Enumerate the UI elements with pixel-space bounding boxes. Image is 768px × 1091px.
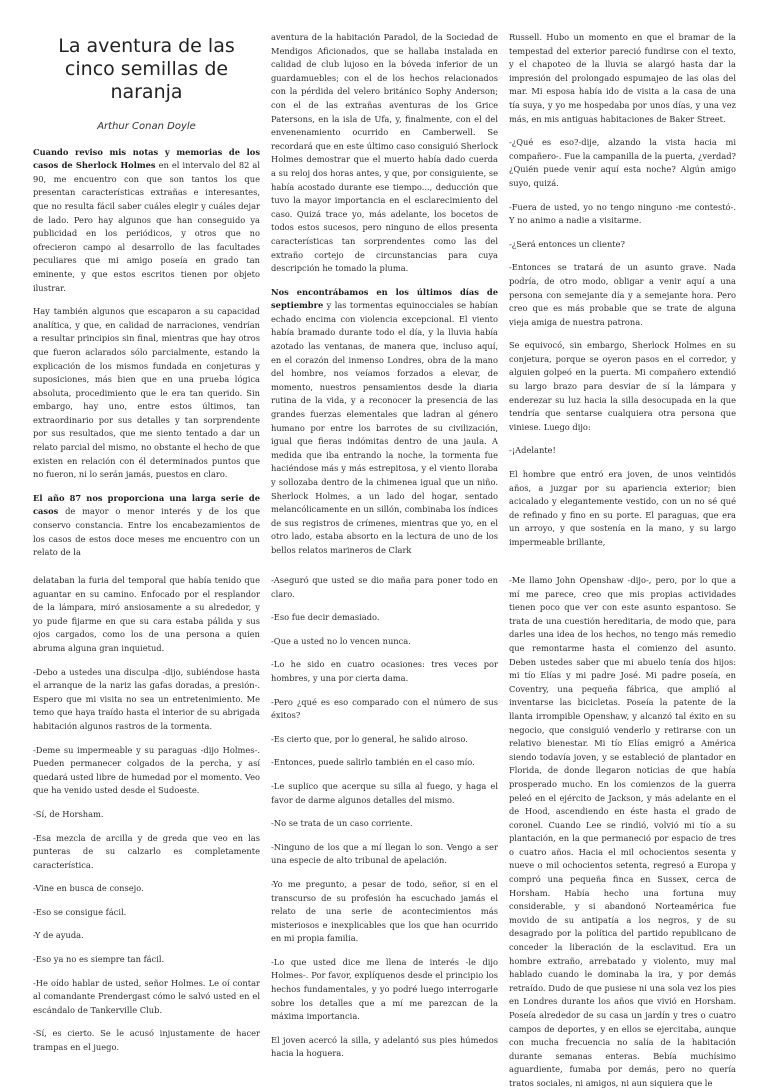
top-column-1 <box>33 31 260 558</box>
paragraph: El hombre que entró era joven, de unos veintidós años, a juzgar por su apariencia exterior; bien acicalado y elegantemente vestido, con un no sé qué de refinado y fino en su porte. El paraguas, que era un arroyo, y que sostenía en la mano, y su largo impermeable brillante, <box>509 469 736 547</box>
paragraph: -Entonces, puede salirlo también en el caso mío. <box>271 757 475 768</box>
paragraph: El año 87 nos proporciona una larga serie de casos de mayor o menor interés y de los que conservo constancia. Entre los encabezamientos de los casos de estos doce meses me encuentro con un relato de la <box>33 492 260 558</box>
paragraph: -¿Será entonces un cliente? <box>509 238 625 249</box>
paragraph: Russell. Hubo un momento en que el bramar de la tempestad del exterior pareció fundirse con el texto, y el chapoteo de la lluvia se alargó hasta dar la impresión del prolongado espumajeo de las olas del mar. Mi esposa había ido de visita a la casa de una tía suya, y yo me hospedaba por unos días, y una vez más, en mis antiguas habitaciones de Baker Street. <box>509 32 736 124</box>
paragraph: -Es cierto que, por lo general, he salido airoso. <box>271 733 468 744</box>
paragraph: -Debo a ustedes una disculpa -dijo, subiéndose hasta el arranque de la nariz las gafas doradas, a presión-. Espero que mi visita no sea un entretenimiento. Me temo que haya traído hasta el interior de su abrigada habitación algunos rastros de la tormenta. <box>33 666 260 731</box>
paragraph: -Deme su impermeable y su paraguas -dijo Holmes-. Pueden permanecer colgados de la percha, y así quedará usted libre de humedad por el momento. Veo que ha venido usted desde el Sudoeste. <box>33 744 260 796</box>
paragraph: -Sí, es cierto. Se le acusó injustamente de hacer trampas en el juego. <box>33 1028 260 1053</box>
paragraph: -Lo que usted dice me llena de interés -le dijo Holmes-. Por favor, explíquenos desde el principio los hechos fundamentales, y yo podré luego interrogarle sobre los detalles que a mí me parezcan de la máxima importancia. <box>271 956 498 1022</box>
paragraph: -Lo he sido en cuatro ocasiones: tres veces por hombres, y una por cierta dama. <box>271 659 498 683</box>
bottom-column-1 <box>33 574 260 1053</box>
paragraph: -Fuera de usted, yo no tengo ninguno -me contestó-. Y no animo a nadie a visitarme. <box>509 201 736 226</box>
paragraph: Hay también algunos que escaparon a su capacidad analítica, y que, en calidad de narraciones, vendrían a resultar principios sin final, mientras que hay otros que fueron aclarados sólo parcialmente, estando la explicación de los mismos fundada en conjeturas y suposiciones, más bien que en una prueba lógica absoluta, procedimiento que le era tan querido. Sin embargo, hay uno, entre estos últimos, tan extraordinario por sus detalles y tan sorprendente por sus resultados, que me siento tentado a dar un relato parcial del mismo, no obstante el hecho de que existen en relación con él determinados puntos que no fueron, ni lo serán jamás, puestos en claro. <box>33 306 260 480</box>
paragraph: -Le suplico que acerque su silla al fuego, y haga el favor de darme algunos detalles del mismo. <box>271 780 498 805</box>
paragraph: -He oído hablar de usted, señor Holmes. Le oí contar al comandante Prendergast cómo le salvó usted en el escándalo de Tankerville Club. <box>33 977 260 1015</box>
paragraph: Nos encontrábamos en los últimos días de septiembre y las tormentas equinocciales se habían echado encima con violencia excepcional. El viento había bramado durante todo el día, y la lluvia había azotado las ventanas, de manera que, incluso aquí, en el corazón del inmenso Londres, obra de la mano del hombre, nos veíamos forzados a elevar, de momento, nuestros pensamientos desde la diaria rutina de la vida, y a reconocer la presencia de las grandes fuerzas elementales que ladran al género humano por entre los barrotes de su civilización, igual que fieras indómitas dentro de una jaula. A medida que iba entrando la noche, la tormenta fue haciéndose más y más estrepitosa, y el viento lloraba y sollozaba dentro de la chimenea igual que un niño. Sherlock Holmes, a un lado del hogar, sentado melancólicamente en un sillón, combinaba los índices de sus registros de crímenes, mientras que yo, en el otro lado, estaba absorto en la lectura de uno de los bellos relatos marineros de Clark <box>271 286 498 555</box>
paragraph: -Yo me pregunto, a pesar de todo, señor, si en el transcurso de su profesión ha escuchado jamás el relato de una serie de acontecimientos más misteriosos e inexplicables que los que han ocurrido en mi propia familia. <box>271 878 498 944</box>
paragraph: -Vine en busca de consejo. <box>33 883 144 894</box>
author-name: Arthur Conan Doyle <box>97 121 196 132</box>
bottom-column-3 <box>509 574 736 1088</box>
paragraph: -Eso se consigue fácil. <box>33 906 127 917</box>
paragraph: El joven acercó la silla, y adelantó sus pies húmedos hacia la hoguera. <box>271 1034 498 1059</box>
paragraph: aventura de la habitación Paradol, de la Sociedad de Mendigos Aficionados, que se hallaba instalada en calidad de club lujoso en la bóveda inferior de un guardamuebles; con el de los hechos relacionados con la pérdida del velero británico Sophy Anderson; con el de las extrañas aventuras de los Grice Patersons, en la isla de Ufa, y, finalmente, con el del envenenamiento ocurrido en Camberwell. Se recordará que en este último caso consiguió Sherlock Holmes demostrar que el muerto había dado cuerda a su reloj dos horas antes, y que, por consiguiente, se había acostado durante ese tiempo..., deducción que tuvo la mayor importancia en el esclarecimiento del caso. Quizá trace yo, más adelante, los bocetos de todos estos sucesos, pero ninguno de ellos presenta características tan sorprendentes como las del extraño cortejo de circunstancias para cuya descripción he tomado la pluma. <box>271 32 498 274</box>
paragraph: delataban la furia del temporal que había tenido que aguantar en su camino. Enfocado por el resplandor de la lámpara, miró ansiosamente a su alrededor, y yo pude fijarme en que su cara estaba pálida y sus ojos cargados, como los de una persona a quien abruma alguna gran inquietud. <box>33 575 260 653</box>
paragraph: -Eso ya no es siempre tan fácil. <box>33 954 165 965</box>
top-column-2 <box>271 31 498 555</box>
paragraph: -Sí, de Horsham. <box>33 808 104 819</box>
paragraph: -Pero ¿qué es eso comparado con el número de sus éxitos? <box>271 696 498 721</box>
paragraph: Se equivocó, sin embargo, Sherlock Holmes en su conjetura, porque se oyeron pasos en el corredor, y alguien golpeó en la puerta. Mi compañero extendió su largo brazo para desviar de sí la lámpara y enderezar su luz hacia la silla desocupada en la que tendría que sentarse cualquiera otra persona que viniese. Luego dijo: <box>509 340 736 432</box>
paragraph: -¡Adelante! <box>509 445 556 456</box>
paragraph: Cuando reviso mis notas y memorias de los casos de Sherlock Holmes en el intervalo del 82 al 90, me encuentro con que son tantos los que presentan características extrañas e interesantes, que no resulta fácil saber cuáles elegir y cuáles dejar de lado. Pero hay algunos que han conseguido ya publicidad en los periódicos, y otros que no ofrecieron campo al desarrollo de las facultades peculiares que mi amigo poseía en grado tan eminente, y que estos escritos tienen por objeto ilustrar. <box>33 146 260 293</box>
document-title: La aventura de las cinco semillas de naranja <box>58 35 235 103</box>
paragraph: -Aseguró que usted se dio maña para poner todo en claro. <box>271 575 498 599</box>
paragraph: -Eso fue decir demasiado. <box>271 612 380 623</box>
paragraph: -Esa mezcla de arcilla y de greda que veo en las punteras de su calzarlo es completamente característica. <box>33 832 260 870</box>
paragraph: -Me llamo John Openshaw -dijo-, pero, por lo que a mí me parece, creo que mis propias actividades tienen poco que ver con este asunto espantoso. Se trata de una cuestión hereditaria, de modo que, para darles una idea de los hechos, no tengo más remedio que remontarme hasta el comienzo del asunto. Deben ustedes saber que mi abuelo tenía dos hijos: mi tío Elías y mi padre José. Mi padre poseía, en Coventry, una pequeña fábrica, que amplió al inventarse las bicicletas. Poseía la patente de la llanta irrompible Openshaw, y alcanzó tal éxito en su negocio, que consiguió venderlo y retirarse con un relativo bienestar. Mi tío Elías emigró a América siendo todavía joven, y se estableció de plantador en Florida, de donde llegaron noticias de que había prosperado mucho. En los comienzos de la guerra peleó en el ejército de Jackson, y más adelante en el de Hood, ascendiendo en éste hasta el grado de coronel. Cuando Lee se rindió, volvió mi tío a su plantación, en la que permaneció por espacio de tres o cuatro años. Hacia el mil ochocientos sesenta y nueve o mil ochocientos setenta, regresó a Europa y compró una pequeña finca en Sussex, cerca de Horsham. Había hecho una fortuna muy considerable, y si abandonó Norteamérica fue movido de su antipatía a los negros, y de su desagrado por la política del partido republicano de conceder la liberación de la esclavitud. Era un hombre extraño, arrebatado y violento, muy mal hablado cuando le dominaba la ira, y por demás retraído. Dudo de que pusiese ni una sola vez los pies en Londres durante los años que vivió en Horsham. Poseía alrededor de su casa un jardín y tres o cuatro campos de deportes, y en ellos se ejercitaba, aunque con mucha frecuencia no salía de la habitación durante semanas enteras. Bebía muchísimo aguardiente, fumaba por demás, pero no quería tratos sociales, ni amigos, ni aun siquiera que le <box>509 575 736 1088</box>
paragraph: -No se trata de un caso corriente. <box>271 818 413 829</box>
paragraph: -Ninguno de los que a mí llegan lo son. Vengo a ser una especie de alto tribunal de apelación. <box>271 841 498 866</box>
bottom-column-2 <box>271 574 498 1059</box>
top-column-3 <box>509 31 736 547</box>
paragraph: -¿Qué es eso?-dije, alzando la vista hacia mi compañero-. Fue la campanilla de la puerta, ¿verdad? ¿Quién puede venir aquí esta noche? Algún amigo suyo, quizá. <box>509 137 736 188</box>
paragraph: -Y de ayuda. <box>33 930 84 941</box>
paragraph: -Que a usted no lo vencen nunca. <box>271 635 411 646</box>
paragraph: -Entonces se tratará de un asunto grave. Nada podría, de otro modo, obligar a venir aquí a una persona con semejante día y a semejante hora. Pero creo que es más probable que se trate de alguna vieja amiga de nuestra patrona. <box>509 262 736 327</box>
